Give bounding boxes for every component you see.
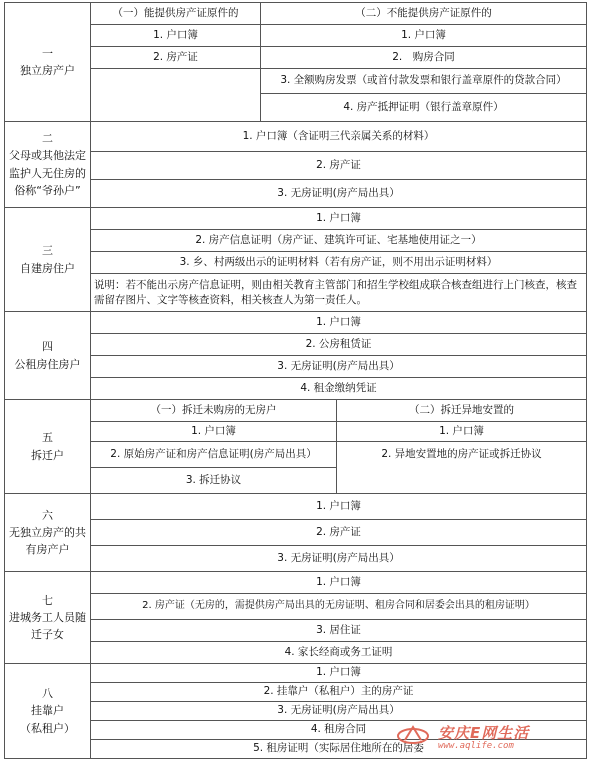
- section-5-b-item: 2. 异地安置地的房产证或拆迁协议: [337, 442, 587, 494]
- watermark-logo-icon: [396, 724, 430, 746]
- section-1-a-item: 1. 户口簿: [91, 25, 261, 47]
- section-1-b-item: 2. 购房合同: [261, 47, 587, 69]
- section-4-name: 公租房住房户: [14, 357, 81, 371]
- section-3-name: 自建房住户: [20, 261, 75, 275]
- section-2-name-line: 监护人无住房的: [9, 166, 86, 180]
- section-8-item: 5. 租房证明（实际居住地所在的居委: [91, 740, 587, 759]
- section-8-name-line: 挂靠户: [31, 704, 64, 718]
- section-1-number: 一: [42, 46, 53, 60]
- section-1-b-item: 1. 户口簿: [261, 25, 587, 47]
- section-2-item: 1. 户口簿（含证明三代亲属关系的材料）: [91, 122, 587, 152]
- section-5-number: 五: [42, 431, 53, 445]
- section-3-number: 三: [42, 244, 53, 258]
- section-1-a-item: 2. 房产证: [91, 47, 261, 69]
- watermark: [394, 720, 584, 754]
- section-6-name-line: 有房产户: [25, 543, 70, 557]
- section-1-name: 独立房产户: [20, 64, 75, 77]
- section-5-category: [5, 400, 91, 494]
- section-5-b-item: 1. 户口簿: [337, 422, 587, 442]
- section-7-name-line: 迁子女: [31, 628, 64, 642]
- section-3-item: 1. 户口簿: [91, 208, 587, 230]
- section-1-b-item: 4. 房产抵押证明（银行盖章原件）: [261, 94, 587, 122]
- watermark-name: 安庆E网生活: [438, 724, 530, 742]
- section-4-item: 3. 无房证明(房产局出具）: [91, 356, 587, 378]
- enrollment-materials-table: [4, 2, 587, 759]
- section-8-category: [5, 664, 91, 759]
- section-7-item: 2. 房产证（无房的，需提供房产局出具的无房证明、租房合同和居委会出具的租房证明）: [91, 594, 587, 620]
- section-1-col-b-header: （二）不能提供房产证原件的: [261, 3, 587, 25]
- section-4-number: 四: [42, 340, 53, 354]
- section-6-category: [5, 494, 91, 572]
- section-5-a-item: 3. 拆迁协议: [91, 468, 337, 494]
- section-8-item: 2. 挂靠户（私租户）主的房产证: [91, 683, 587, 702]
- section-3-category: [5, 208, 91, 312]
- section-8-item: 3. 无房证明(房产局出具）: [91, 702, 587, 721]
- section-2-name-line: 俗称“爷孙户”: [14, 183, 81, 197]
- section-4-item: 1. 户口簿: [91, 312, 587, 334]
- section-6-item: 1. 户口簿: [91, 494, 587, 520]
- section-3-item: 3. 乡、村两级出示的证明材料（若有房产证，则不用出示证明材料）: [91, 252, 587, 274]
- section-2-category: [5, 122, 91, 208]
- section-5-name: 拆迁户: [31, 448, 64, 462]
- section-2-item: 2. 房产证: [91, 152, 587, 180]
- section-8-name-line: （私租户）: [20, 721, 75, 735]
- section-7-name-line: 进城务工人员随: [9, 610, 86, 624]
- section-1-b-item: 3. 全额购房发票（或首付款发票和银行盖章原件的贷款合同）: [261, 69, 587, 94]
- section-2-number: 二: [42, 132, 53, 146]
- section-7-item: 3. 居住证: [91, 620, 587, 642]
- section-7-category: [5, 572, 91, 664]
- section-5-col-b-header: （二）拆迁异地安置的: [337, 400, 587, 422]
- section-8-number: 八: [42, 687, 53, 701]
- section-4-item: 2. 公房租赁证: [91, 334, 587, 356]
- section-7-number: 七: [42, 593, 53, 607]
- watermark-url: www.aqlife.com: [438, 741, 514, 751]
- section-2-item: 3. 无房证明(房产局出具）: [91, 180, 587, 208]
- section-2-name-line: 父母或其他法定: [9, 149, 86, 163]
- section-6-number: 六: [42, 508, 53, 522]
- section-5-a-item: 2. 原始房产证和房产信息证明(房产局出具）: [91, 442, 337, 468]
- section-7-item: 1. 户口簿: [91, 572, 587, 594]
- section-3-item: 2. 房产信息证明（房产证、建筑许可证、宅基地使用证之一）: [91, 230, 587, 252]
- section-4-item: 4. 租金缴纳凭证: [91, 378, 587, 400]
- section-1-a-empty: [91, 69, 261, 122]
- section-7-item: 4. 家长经商或务工证明: [91, 642, 587, 664]
- section-4-category: [5, 312, 91, 400]
- section-5-a-item: 1. 户口簿: [91, 422, 337, 442]
- section-8-item: 1. 户口簿: [91, 664, 587, 683]
- section-1-col-a-header: （一）能提供房产证原件的: [91, 3, 261, 25]
- section-6-item: 3. 无房证明(房产局出具）: [91, 546, 587, 572]
- section-5-col-a-header: （一）拆迁未购房的无房户: [91, 400, 337, 422]
- section-8-item: 4. 租房合同: [91, 721, 587, 740]
- section-6-item: 2. 房产证: [91, 520, 587, 546]
- section-1-category: [5, 3, 91, 122]
- section-6-name-line: 无独立房产的共: [9, 525, 86, 539]
- section-3-note: 说明：若不能出示房产信息证明，则由相关教育主管部门和招生学校组成联合核查组进行上门核查，核查需留存图片、文字等核查资料，相关核查人为第一责任人。: [91, 274, 587, 312]
